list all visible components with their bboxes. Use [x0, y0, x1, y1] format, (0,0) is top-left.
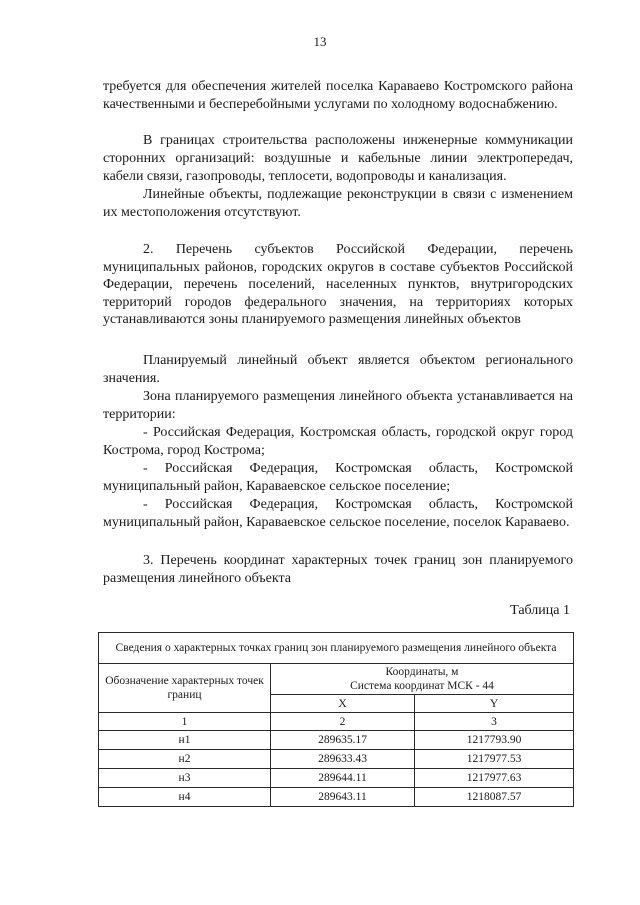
table-caption: Таблица 1	[510, 603, 570, 618]
point-name: н2	[99, 750, 271, 769]
page-number: 13	[313, 34, 327, 49]
coordinates-header-system: Система координат МСК - 44	[350, 680, 494, 692]
table-header-row	[99, 664, 574, 695]
table-row	[99, 731, 574, 750]
table-title-row	[99, 633, 574, 664]
paragraph-water-supply: требуется для обеспечения жителей поселка Караваево Костромского района качественными и бесперебойными услугами по холодному водоснабжению.	[103, 79, 573, 112]
table-row	[99, 750, 574, 769]
list-item-karavaevo-settlement: - Российская Федерация, Костромская область, Костромской муниципальный район, Караваевское сельское поселение;	[103, 461, 573, 494]
x-coordinate: 289644.11	[271, 769, 415, 788]
table-title: Сведения о характерных точках границ зон планируемого размещения линейного объекта	[99, 633, 574, 664]
section-2-heading: 2. Перечень субъектов Российской Федерации, перечень муниципальных районов, городских округов в составе субъектов Российской Федерации, перечень поселений, населенных пунктов, внутригородских территорий городов федерального значения, на территориях которых устанавливаются зоны планируемого размещения линейных объектов	[103, 242, 573, 327]
x-coordinate: 289633.43	[271, 750, 415, 769]
list-item-karavaevo-village: - Российская Федерация, Костромская область, Костромской муниципальный район, Караваевское сельское поселение, поселок Караваево.	[103, 497, 573, 530]
point-designation-header: Обозначение характерных точек границ	[99, 664, 271, 713]
x-coordinate: 289635.17	[271, 731, 415, 750]
y-coordinate: 1217793.90	[415, 731, 574, 750]
y-coordinate: 1217977.53	[415, 750, 574, 769]
y-column-header: Y	[415, 695, 574, 713]
paragraph-utilities: В границах строительства расположены инженерные коммуникации сторонних организаций: воздушные и кабельные линии электропередач, кабели связи, газопроводы, теплосети, водопроводы и канализация.	[103, 133, 573, 184]
point-name: н3	[99, 769, 271, 788]
y-coordinate: 1217977.63	[415, 769, 574, 788]
column-number-3: 3	[415, 713, 574, 731]
paragraph-zone-territory: Зона планируемого размещения линейного объекта устанавливается на территории:	[103, 389, 573, 422]
column-number-2: 2	[271, 713, 415, 731]
section-3-heading: 3. Перечень координат характерных точек границ зон планируемого размещения линейного объекта	[103, 553, 573, 586]
point-name: н1	[99, 731, 271, 750]
column-number-row	[99, 713, 574, 731]
coordinates-header	[271, 664, 574, 695]
coordinates-table	[98, 632, 574, 807]
list-item-kostroma-city: - Российская Федерация, Костромская область, городской округ город Кострома, город Кострома;	[103, 425, 573, 458]
point-name: н4	[99, 788, 271, 807]
x-coordinate: 289643.11	[271, 788, 415, 807]
paragraph-linear-objects: Линейные объекты, подлежащие реконструкции в связи с изменением их местоположения отсутствуют.	[103, 187, 573, 220]
y-coordinate: 1218087.57	[415, 788, 574, 807]
coordinates-header-units: Координаты, м	[385, 666, 459, 678]
paragraph-regional-object: Планируемый линейный объект является объектом регионального значения.	[103, 353, 573, 386]
table-row	[99, 788, 574, 807]
x-column-header: X	[271, 695, 415, 713]
column-number-1: 1	[99, 713, 271, 731]
table-row	[99, 769, 574, 788]
